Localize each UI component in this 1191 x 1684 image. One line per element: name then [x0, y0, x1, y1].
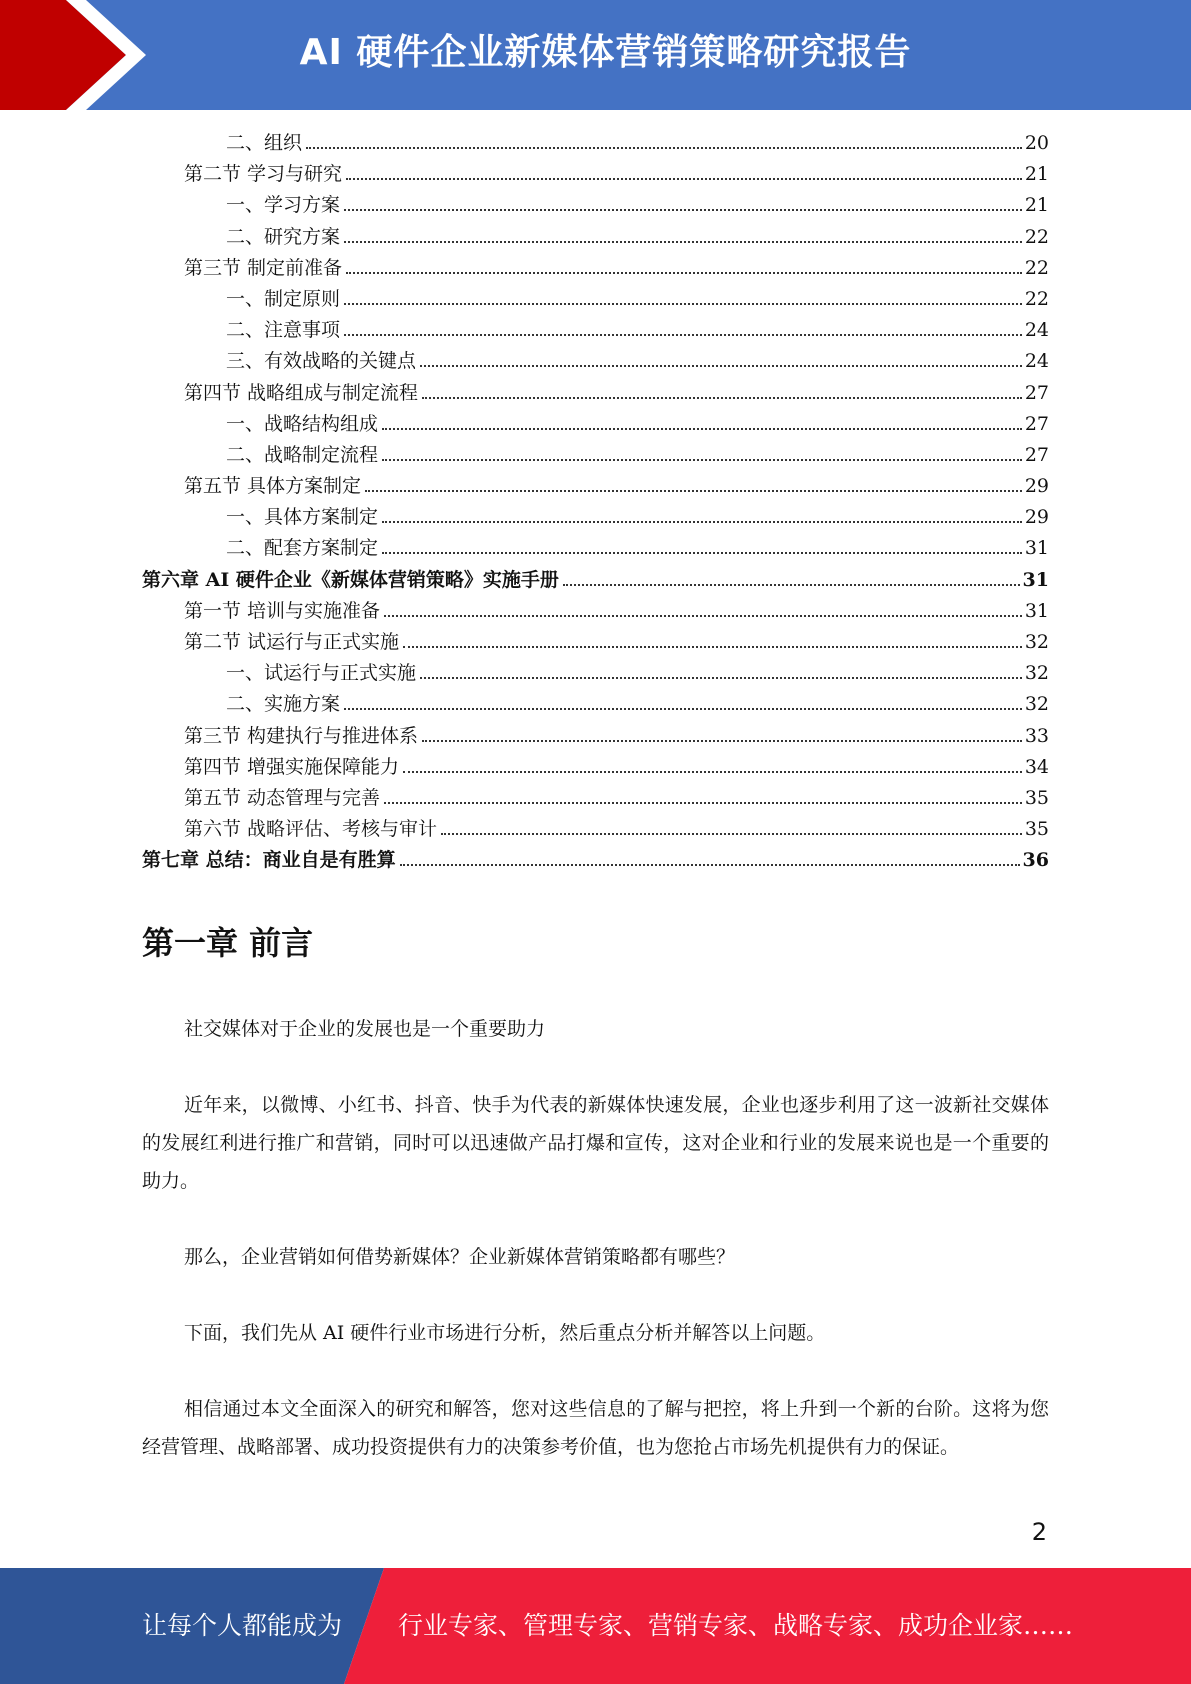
toc-entry[interactable] — [142, 565, 1049, 596]
toc-entry-page: 21 — [1024, 194, 1049, 217]
chapter-body — [142, 1010, 1049, 1504]
body-paragraph: 相信通过本文全面深入的研究和解答，您对这些信息的了解与把控，将上升到一个新的台阶。这将为您经营管理、战略部署、成功投资提供有力的决策参考价值，也为您抢占市场先机提供有力的保证。 — [142, 1398, 1049, 1458]
toc-entry-page: 32 — [1024, 693, 1049, 716]
toc-entry-page: 29 — [1024, 506, 1049, 529]
footer-slogan-left: 让每个人都能成为 — [142, 1611, 343, 1640]
footer-slogan-right: 行业专家、管理专家、营销专家、战略专家、成功企业家…… — [398, 1611, 1074, 1640]
toc-entry-title: 三、有效战略的关键点 — [226, 350, 417, 373]
toc-entry-page: 35 — [1024, 818, 1049, 841]
page-footer — [0, 1568, 1191, 1684]
toc-entry-page: 31 — [1024, 537, 1049, 560]
toc-entry-page: 24 — [1024, 350, 1049, 373]
toc-entry-title: 第七章 总结：商业自是有胜算 — [142, 849, 396, 872]
toc-entry-page: 32 — [1024, 662, 1049, 685]
toc-entry-title: 一、试运行与正式实施 — [226, 662, 417, 685]
toc-entry-title: 二、配套方案制定 — [226, 537, 379, 560]
toc-entry-title: 一、制定原则 — [226, 287, 341, 310]
body-paragraph: 下面，我们先从 AI 硬件行业市场进行分析，然后重点分析并解答以上问题。 — [184, 1322, 826, 1344]
toc-entry[interactable] — [142, 471, 1049, 502]
toc-leader-dots — [422, 397, 1022, 399]
toc-leader-dots — [344, 303, 1022, 305]
toc-entry-title: 第三节 制定前准备 — [184, 256, 343, 279]
toc-leader-dots — [344, 209, 1022, 211]
toc-leader-dots — [346, 272, 1022, 274]
toc-entry[interactable] — [142, 378, 1049, 409]
toc-leader-dots — [384, 802, 1022, 804]
toc-entry-title: 第六节 战略评估、考核与审计 — [184, 818, 438, 841]
toc-leader-dots — [403, 771, 1022, 773]
toc-entry[interactable] — [142, 627, 1049, 658]
toc-entry-page: 36 — [1022, 849, 1049, 872]
toc-entry-title: 第五节 动态管理与完善 — [184, 786, 381, 809]
toc-entry[interactable] — [142, 409, 1049, 440]
toc-entry-page: 21 — [1024, 163, 1049, 186]
toc-entry[interactable] — [142, 253, 1049, 284]
toc-entry-title: 二、注意事项 — [226, 319, 341, 342]
toc-entry-title: 第三节 构建执行与推进体系 — [184, 724, 419, 747]
toc-entry-page: 33 — [1024, 724, 1049, 747]
toc-entry-title: 一、学习方案 — [226, 194, 341, 217]
toc-leader-dots — [306, 147, 1022, 149]
toc-entry-title: 二、战略制定流程 — [226, 443, 379, 466]
report-title: AI 硬件企业新媒体营销策略研究报告 — [299, 32, 912, 73]
page-number: 2 — [1031, 1518, 1047, 1546]
toc-leader-dots — [422, 740, 1022, 742]
toc-entry[interactable] — [142, 845, 1049, 876]
toc-entry-title: 第二节 学习与研究 — [184, 163, 343, 186]
toc-leader-dots — [344, 708, 1022, 710]
toc-leader-dots — [400, 864, 1020, 866]
page-header — [0, 0, 1191, 110]
table-of-contents — [142, 128, 1049, 877]
toc-entry[interactable] — [142, 721, 1049, 752]
toc-entry-title: 第五节 具体方案制定 — [184, 475, 362, 498]
toc-entry[interactable] — [142, 128, 1049, 159]
toc-entry-title: 第四节 增强实施保障能力 — [184, 755, 400, 778]
toc-entry-page: 31 — [1024, 599, 1049, 622]
toc-entry[interactable] — [142, 502, 1049, 533]
toc-entry-page: 35 — [1024, 786, 1049, 809]
toc-entry[interactable] — [142, 658, 1049, 689]
toc-entry-title: 第一节 培训与实施准备 — [184, 599, 381, 622]
toc-leader-dots — [382, 428, 1022, 430]
toc-entry-page: 27 — [1024, 381, 1049, 404]
toc-entry-page: 24 — [1024, 319, 1049, 342]
toc-entry-page: 32 — [1024, 631, 1049, 653]
toc-entry-title: 第四节 战略组成与制定流程 — [184, 381, 419, 404]
toc-leader-dots — [403, 646, 1022, 648]
toc-entry[interactable] — [142, 284, 1049, 315]
toc-leader-dots — [382, 521, 1022, 523]
chapter-title: 第一章 前言 — [142, 924, 314, 962]
toc-entry-title: 二、组织 — [226, 132, 303, 154]
toc-entry-title: 第二节 试运行与正式实施 — [184, 631, 400, 653]
toc-entry[interactable] — [142, 689, 1049, 720]
toc-entry[interactable] — [142, 783, 1049, 814]
toc-entry[interactable] — [142, 222, 1049, 253]
toc-leader-dots — [420, 677, 1022, 679]
toc-entry[interactable] — [142, 440, 1049, 471]
toc-leader-dots — [344, 334, 1022, 336]
toc-entry[interactable] — [142, 190, 1049, 221]
toc-entry-page: 22 — [1024, 225, 1049, 248]
toc-entry-page: 34 — [1024, 755, 1049, 778]
toc-leader-dots — [441, 833, 1022, 835]
toc-entry[interactable] — [142, 315, 1049, 346]
toc-entry-page: 31 — [1022, 568, 1049, 591]
toc-entry[interactable] — [142, 346, 1049, 377]
toc-leader-dots — [365, 490, 1022, 492]
toc-leader-dots — [382, 459, 1022, 461]
toc-leader-dots — [344, 241, 1022, 243]
toc-entry[interactable] — [142, 596, 1049, 627]
toc-entry-title: 二、研究方案 — [226, 225, 341, 248]
toc-entry-page: 22 — [1024, 256, 1049, 279]
toc-entry[interactable] — [142, 533, 1049, 564]
toc-entry[interactable] — [142, 814, 1049, 845]
body-paragraph: 社交媒体对于企业的发展也是一个重要助力 — [184, 1018, 546, 1040]
toc-entry-page: 27 — [1024, 412, 1049, 435]
toc-entry[interactable] — [142, 159, 1049, 190]
toc-entry[interactable] — [142, 752, 1049, 783]
body-paragraph: 那么，企业营销如何借势新媒体？企业新媒体营销策略都有哪些？ — [184, 1246, 736, 1268]
toc-entry-page: 27 — [1024, 443, 1049, 466]
toc-leader-dots — [384, 615, 1022, 617]
toc-entry-page: 22 — [1024, 287, 1049, 310]
toc-leader-dots — [346, 178, 1022, 180]
toc-entry-page: 20 — [1024, 132, 1049, 154]
toc-leader-dots — [563, 584, 1020, 586]
toc-leader-dots — [420, 365, 1022, 367]
toc-leader-dots — [382, 552, 1022, 554]
toc-entry-title: 一、具体方案制定 — [226, 506, 379, 529]
toc-entry-page: 29 — [1024, 475, 1049, 498]
toc-entry-title: 一、战略结构组成 — [226, 412, 379, 435]
toc-entry-title: 二、实施方案 — [226, 693, 341, 716]
body-paragraph: 近年来，以微博、小红书、抖音、快手为代表的新媒体快速发展，企业也逐步利用了这一波新社交媒体的发展红利进行推广和营销，同时可以迅速做产品打爆和宣传，这对企业和行业的发展来说也是一个重要的助力。 — [142, 1094, 1049, 1192]
toc-entry-title: 第六章 AI 硬件企业《新媒体营销策略》实施手册 — [142, 568, 559, 591]
